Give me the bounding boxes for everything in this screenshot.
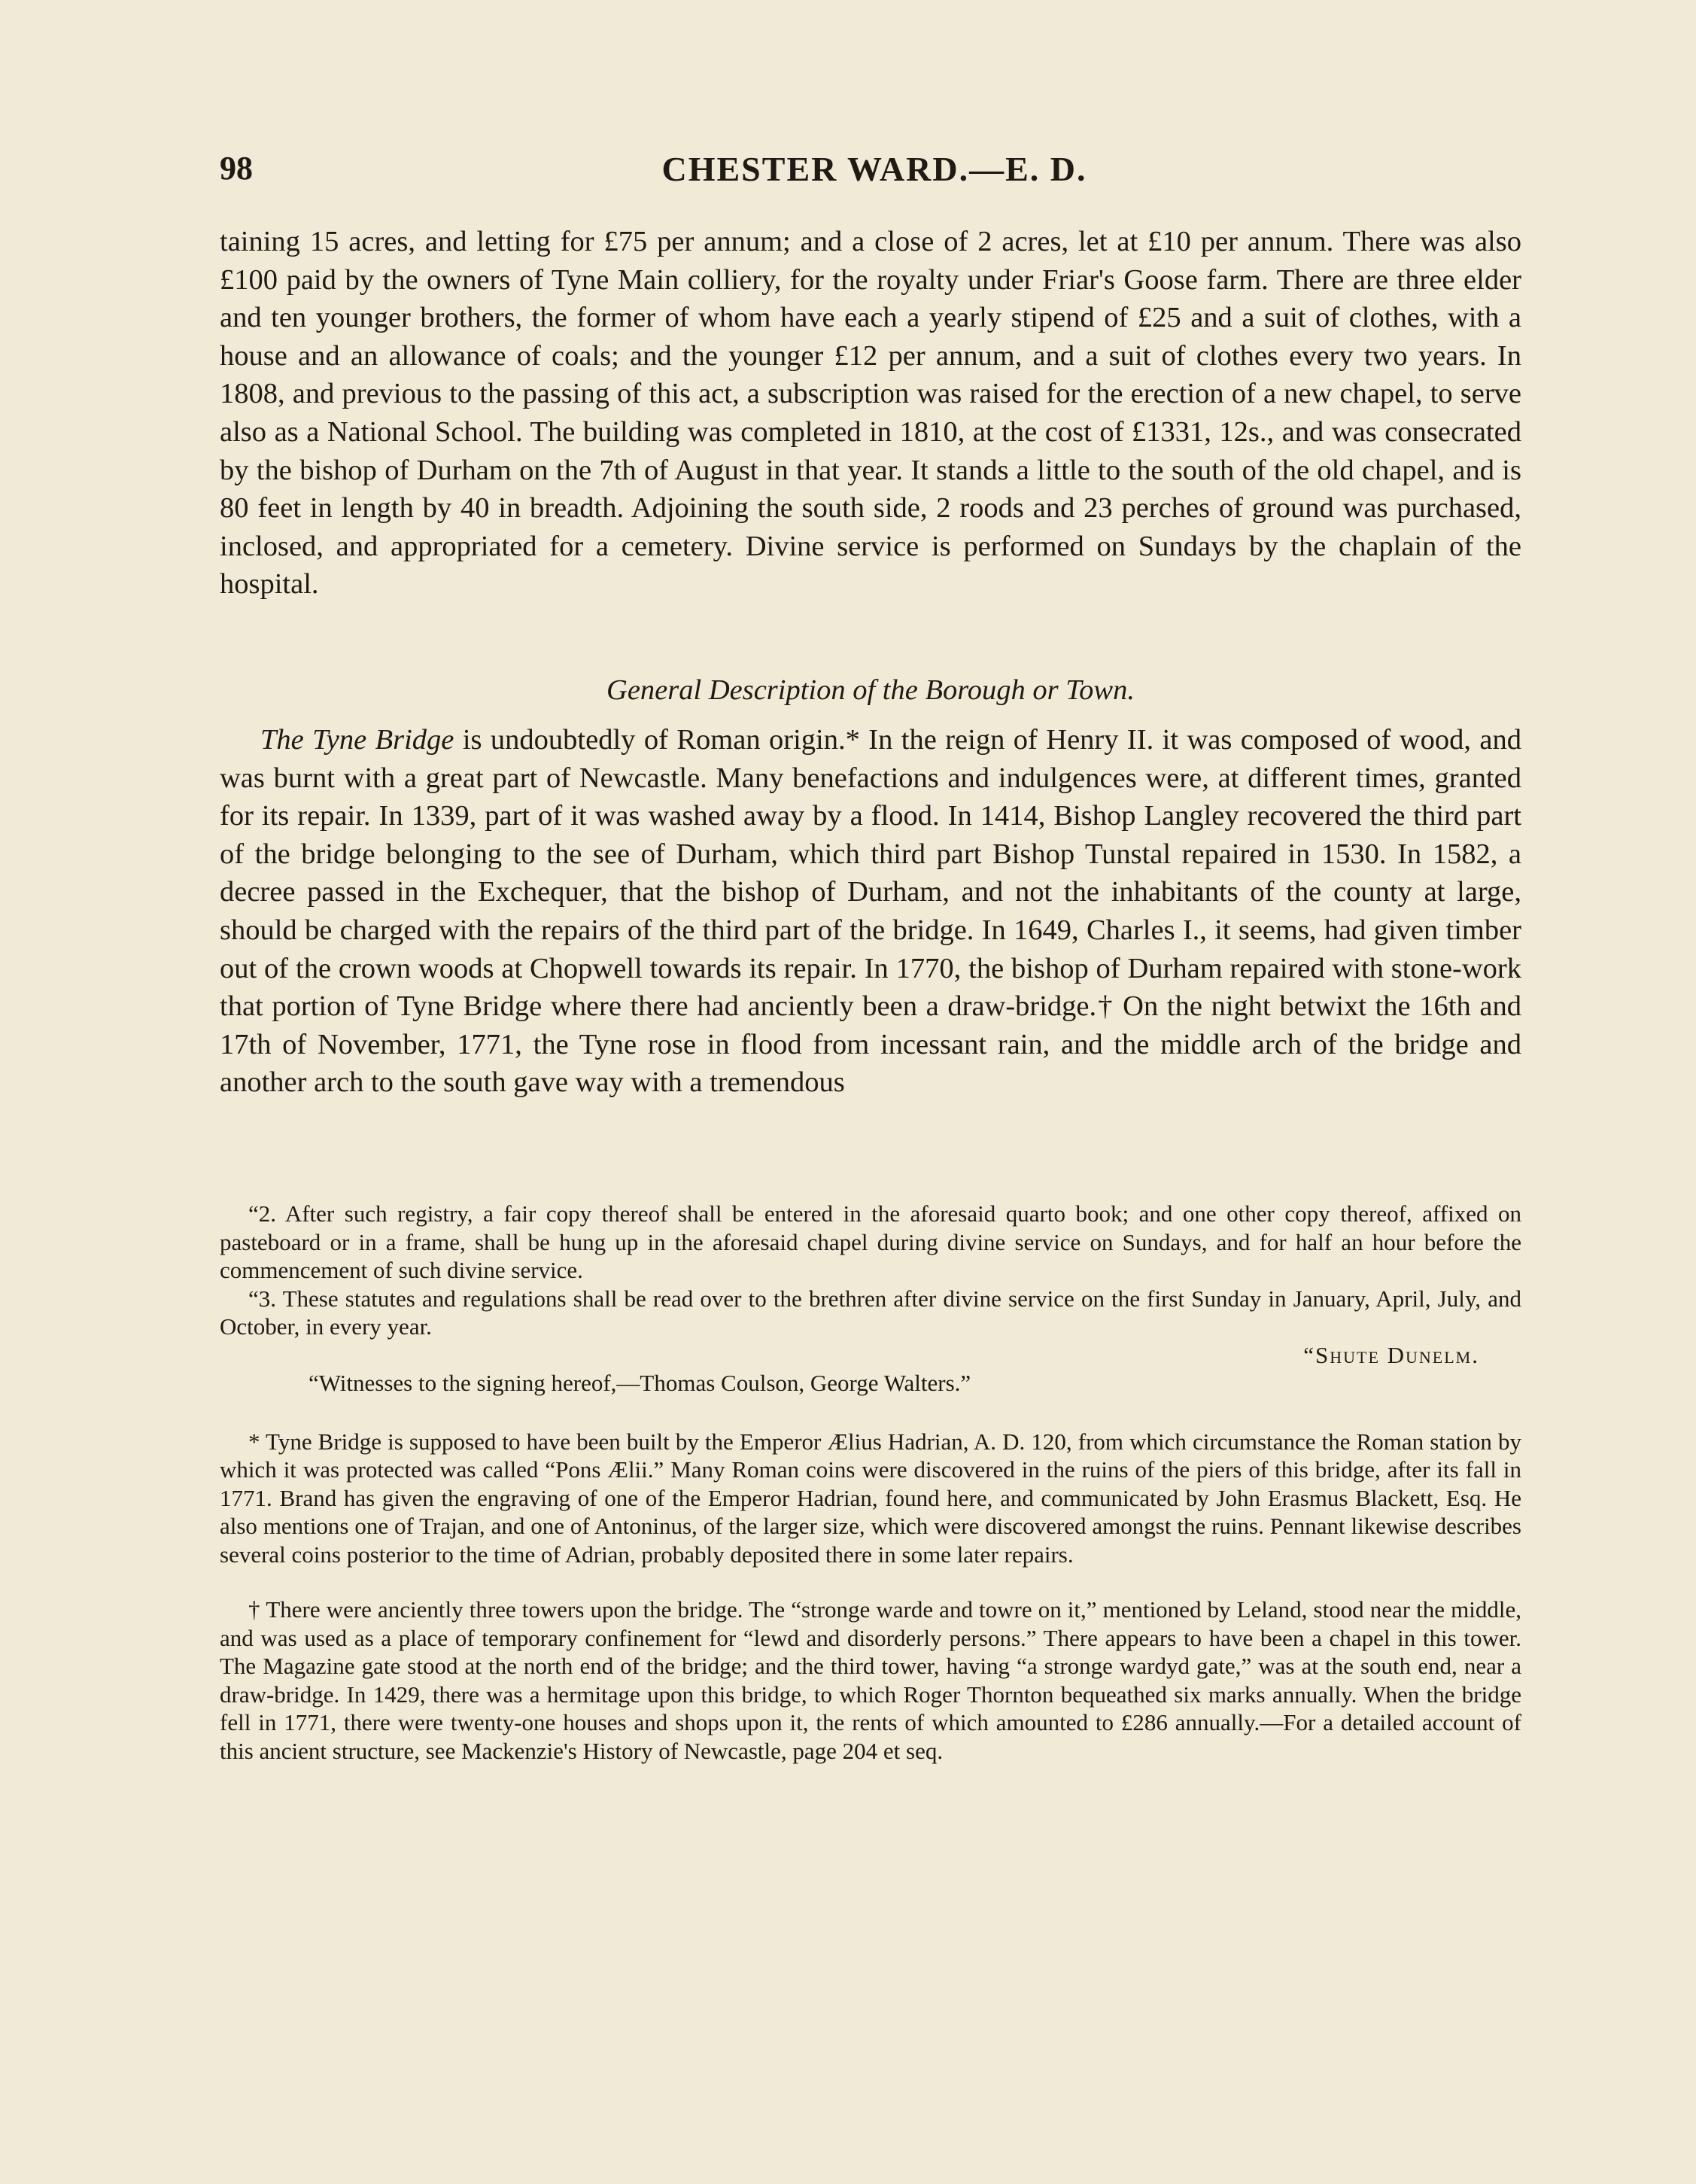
paragraph-lead-italic: The Tyne Bridge: [260, 724, 454, 756]
paragraph-tyne-bridge-text: is undoubtedly of Roman origin.* In the reign of Henry II. it was composed of wood, and was burnt with a great part of Newcastle. Many benefactions and indulgences were, at different times, granted for its repair. In 1339, part of it was washed away by a flood. In 1414, Bishop Langley recovered the third part of the bridge belonging to the see of Durham, which third part Bishop Tunstal repaired in 1530. In 1582, a decree passed in the Exchequer, that the bishop of Durham, and not the inhabitants of the county at large, should be charged with the repairs of the third part of the bridge. In 1649, Charles I., it seems, had given timber out of the crown woods at Chopwell towards its repair. In 1770, the bishop of Durham repaired with stone-work that portion of Tyne Bridge where there had anciently been a draw-bridge.† On the night betwixt the 16th and 17th of November, 1771, the Tyne rose in flood from incessant rain, and the middle arch of the bridge and another arch to the south gave way with a tremendous: [220, 724, 1521, 1099]
statute-2: “2. After such registry, a fair copy thereof shall be entered in the aforesaid quarto book; and one other copy thereof, affixed on pasteboard or in a frame, shall be hung up in the aforesaid chapel during divine service on Sundays, and for half an hour before the commencement of such divine service.: [220, 1200, 1521, 1283]
section-heading: General Description of the Borough or Town.: [606, 674, 1135, 706]
footnote-star: * Tyne Bridge is supposed to have been built by the Emperor Ælius Hadrian, A. D. 120, from which circumstance the Roman station by which it was protected was called “Pons Ælii.” Many Roman coins were discovered in the ruins of the piers of this bridge, after its fall in 1771. Brand has given the engraving of one of the Emperor Hadrian, found here, and communicated by John Erasmus Blackett, Esq. He also mentions one of Trajan, and one of Antoninus, of the larger size, which were discovered amongst the ruins. Pennant likewise describes several coins posterior to the time of Adrian, probably deposited there in some later repairs.: [220, 1428, 1521, 1568]
page-header: [220, 149, 1529, 194]
main-text-continuation: [220, 223, 1521, 604]
signature: “Shute Dunelm.: [1303, 1341, 1479, 1368]
main-text-tyne-bridge: [220, 721, 1521, 1102]
running-head: CHESTER WARD.—E. D.: [661, 150, 1087, 188]
paragraph-tyne-bridge: [220, 721, 1521, 1102]
page-number: 98: [220, 150, 253, 187]
footnote-dagger: † There were anciently three towers upon the bridge. The “stronge warde and towre on it,” mentioned by Leland, stood near the middle, and was used as a place of temporary confinement for “lewd and disorderly persons.” There appears to have been a chapel in this tower. The Magazine gate stood at the north end of the bridge; and the third tower, having “a stronge wardyd gate,” was at the south end, near a draw-bridge. In 1429, there was a hermitage upon this bridge, to which Roger Thornton bequeathed six marks annually. When the bridge fell in 1771, there were twenty-one houses and shops upon it, the rents of which amounted to £286 annually.—For a detailed account of this ancient structure, see Mackenzie's History of Newcastle, page 204 et seq.: [220, 1596, 1521, 1764]
statute-3: “3. These statutes and regulations shall be read over to the brethren after divine service on the first Sunday in January, April, July, and October, in every year.: [220, 1285, 1521, 1340]
notes-block: [220, 1200, 1521, 1765]
paragraph-hospital-chapel: taining 15 acres, and letting for £75 per annum; and a close of 2 acres, let at £10 per annum. There was also £100 paid by the owners of Tyne Main colliery, for the royalty under Friar's Goose farm. There are three elder and ten younger brothers, the former of whom have each a yearly stipend of £25 and a suit of clothes, with a house and an allowance of coals; and the younger £12 per annum, and a suit of clothes every two years. In 1808, and previous to the passing of this act, a subscription was raised for the erection of a new chapel, to serve also as a National School. The building was completed in 1810, at the cost of £1331, 12s., and was consecrated by the bishop of Durham on the 7th of August in that year. It stands a little to the south of the old chapel, and is 80 feet in length by 40 in breadth. Adjoining the south side, 2 roods and 23 perches of ground was purchased, inclosed, and appropriated for a cemetery. Divine service is performed on Sundays by the chaplain of the hospital.: [220, 226, 1521, 601]
witnesses: “Witnesses to the signing hereof,—Thomas Coulson, George Walters.”: [309, 1370, 971, 1396]
